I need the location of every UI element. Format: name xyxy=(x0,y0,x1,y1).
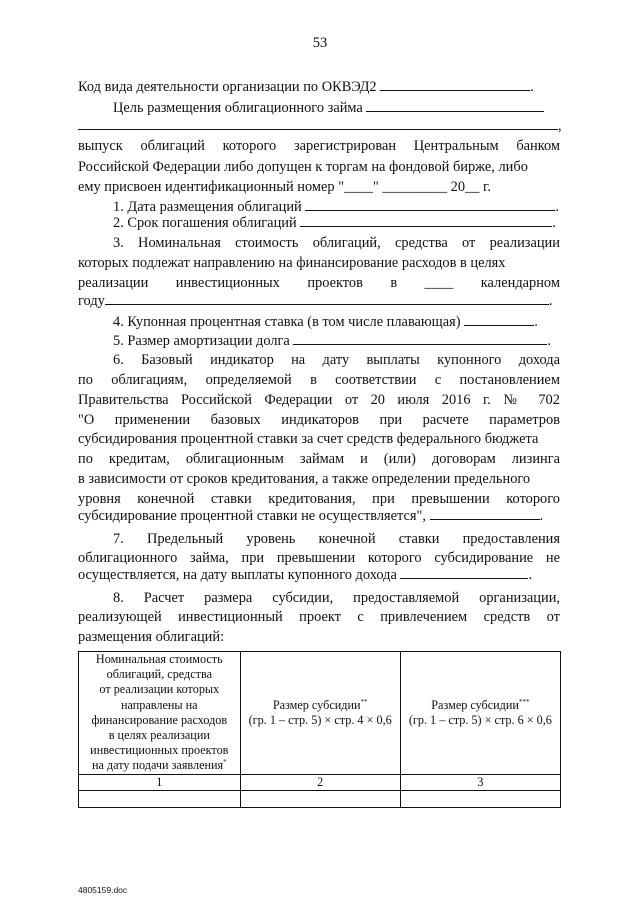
item-8-line-1: 8. Расчет размера субсидии, предоставляемой организации, xyxy=(113,590,560,606)
item-7-line-1: 7. Предельный уровень конечной ставки предоставления xyxy=(113,531,560,547)
item-6-line-5: субсидирования процентной ставки за счет средств федерального бюджета xyxy=(78,431,539,447)
item-6-line-9: субсидирование процентной ставки не осуществляется", . xyxy=(78,505,543,526)
table-cell[interactable] xyxy=(79,790,241,807)
col-number: 2 xyxy=(240,774,400,790)
issue-line-1: выпуск облигаций которого зарегистрирован Центральным банком xyxy=(78,138,561,154)
item-8-line-3: размещения облигаций: xyxy=(78,629,225,645)
item-6-line-8: уровня конечной ставки кредитования, при превышении которого xyxy=(78,491,560,507)
item-6-line-1: 6. Базовый индикатор на дату выплаты купонного дохода xyxy=(113,352,560,368)
item-4: 4. Купонная процентная ставка (в том числе плавающая) . xyxy=(113,311,538,332)
item-4-field[interactable] xyxy=(464,311,534,326)
item-3-line-2: которых подлежат направлению на финансирование расходов в целях xyxy=(78,255,506,271)
purpose-label: Цель размещения облигационного займа xyxy=(113,100,363,116)
issue-line-3: ему присвоен идентификационный номер "____" _________ 20__ г. xyxy=(78,179,491,195)
item-8-line-2: реализующей инвестиционный проект с привлечением средств от xyxy=(78,609,560,625)
table-cell[interactable] xyxy=(240,790,400,807)
table-data-row xyxy=(79,790,561,807)
item-3-field[interactable] xyxy=(105,290,549,305)
item-2: 2. Срок погашения облигаций . xyxy=(113,212,556,233)
item-2-field[interactable] xyxy=(300,212,552,227)
page-number: 53 xyxy=(312,35,328,51)
item-7-line-3: осуществляется, на дату выплаты купонного дохода . xyxy=(78,564,532,585)
purpose-continuation: , xyxy=(78,115,562,136)
item-6-line-3: Правительства Российской Федерации от 20 июля 2016 г. № 702 xyxy=(78,392,560,408)
subsidy-table xyxy=(78,651,561,808)
item-6-line-4: "О применении базовых индикаторов при расчете параметров xyxy=(78,412,560,428)
item-6-line-2: по облигациям, определяемой в соответствии с постановлением xyxy=(78,372,560,388)
item-6-line-6: по кредитам, облигационным займам и (или) договорам лизинга xyxy=(78,451,561,467)
col-number: 1 xyxy=(79,774,241,790)
item-3-line-4: году . xyxy=(78,290,552,311)
header-subsidy-2: Размер субсидии*** (гр. 1 – стр. 5) × стр. 6 × 0,6 xyxy=(400,652,560,775)
okved-label: Код вида деятельности организации по ОКВЭД2 xyxy=(78,79,377,95)
document-footer: 4805159.doc xyxy=(78,885,128,895)
item-3-line-1: 3. Номинальная стоимость облигаций, средства от реализации xyxy=(113,235,560,251)
item-6-line-7: в зависимости от сроков кредитования, а также определении предельного xyxy=(78,471,531,487)
purpose-field-2[interactable] xyxy=(78,115,558,130)
table-cell[interactable] xyxy=(400,790,560,807)
table-header-row xyxy=(79,652,561,775)
table-number-row xyxy=(79,774,561,790)
header-subsidy-1: Размер субсидии** (гр. 1 – стр. 5) × стр. 4 × 0,6 xyxy=(240,652,400,775)
col-number: 3 xyxy=(400,774,560,790)
item-7-line-2: облигационного займа, при превышении которого субсидирование не xyxy=(78,550,560,566)
header-nominal-value: Номинальная стоимость облигаций, средства от реализации которых направлены на финансирование расходов в целях реализации инвестиционных проектов на дату подачи заявления* xyxy=(79,652,241,775)
item-1-field[interactable] xyxy=(305,196,555,211)
purpose-field[interactable] xyxy=(366,97,544,112)
item-5-field[interactable] xyxy=(293,330,547,345)
item-5: 5. Размер амортизации долга . xyxy=(113,330,551,351)
item-3-line-3: реализации инвестиционных проектов в ____ календарном xyxy=(78,275,560,291)
okved-field[interactable] xyxy=(380,76,530,91)
okved-line: Код вида деятельности организации по ОКВЭД2 . xyxy=(78,76,534,97)
item-1: 1. Дата размещения облигаций . xyxy=(113,196,559,217)
item-6-field[interactable] xyxy=(430,505,540,520)
issue-line-2: Российской Федерации либо допущен к торгам на фондовой бирже, либо xyxy=(78,159,528,175)
item-7-field[interactable] xyxy=(400,564,528,579)
